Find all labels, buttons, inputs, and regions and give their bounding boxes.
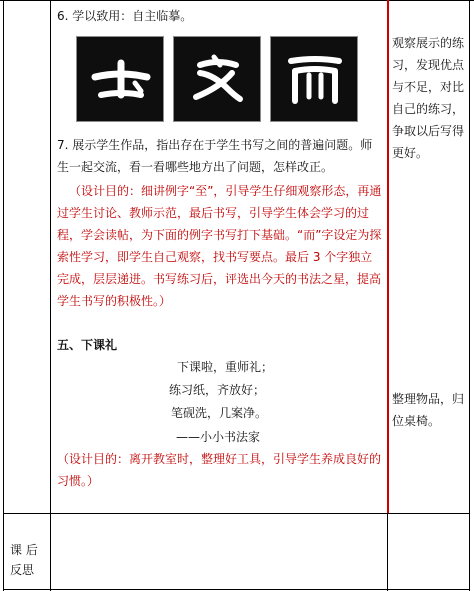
design-purpose-2: （设计目的：离开教室时，整理好工具，引导学生养成良好的习惯。） (57, 452, 382, 488)
poem-line-1: 下课啦，重师礼； (177, 360, 274, 374)
label-column-divider (50, 0, 51, 591)
design-purpose-1: （设计目的：细讲例字“至”，引导学生仔细观察形态，再通过学生讨论、教师示范，最后书写，引导学生体会学习的过程，学会读帖，为下面的例字书写打下基础。“而”字设定为探索性学习，即学生自己观察，找书写要点。最后 3 个字独立完成，层层递进。书写练习后，评选出今天的书法之星，提高学生书写的积极性。） (57, 184, 382, 308)
activity-column-divider-lower (387, 513, 388, 591)
calligraphy-char-1-icon (77, 37, 164, 122)
student-activity-observe: 观察展示的练习，发现优点与不足，对比自己的练习，争取以后写得更好。 (392, 36, 465, 160)
calligraphy-char-3 (270, 36, 358, 122)
section5-title: 五、下课礼 (57, 338, 118, 352)
reflection-row-top-border (3, 513, 470, 514)
table-left-border (3, 0, 4, 591)
table-top-border (0, 0, 474, 1)
calligraphy-char-1 (76, 36, 164, 122)
poem-line-3: 笔砚洗，几案净。 (171, 406, 268, 420)
table-right-border (469, 0, 470, 591)
calligraphy-char-3-icon (271, 37, 358, 122)
calligraphy-char-2 (173, 36, 261, 122)
poem-line-2: 练习纸，齐放好； (169, 383, 266, 397)
reflection-label: 课 后 反思 (10, 543, 38, 577)
calligraphy-char-2-icon (174, 37, 261, 122)
student-activity-tidy: 整理物品，归位桌椅。 (392, 392, 465, 428)
table-bottom-border (3, 589, 470, 590)
step6-title: 6. 学以致用：自主临摹。 (57, 9, 193, 23)
activity-column-divider (387, 0, 389, 513)
step7-text: 7. 展示学生作品，指出存在于学生书写之间的普遍问题。师生一起交流，看一看哪些地方出了问题，怎样改正。 (57, 138, 373, 174)
poem-author: ——小小书法家 (176, 430, 261, 444)
